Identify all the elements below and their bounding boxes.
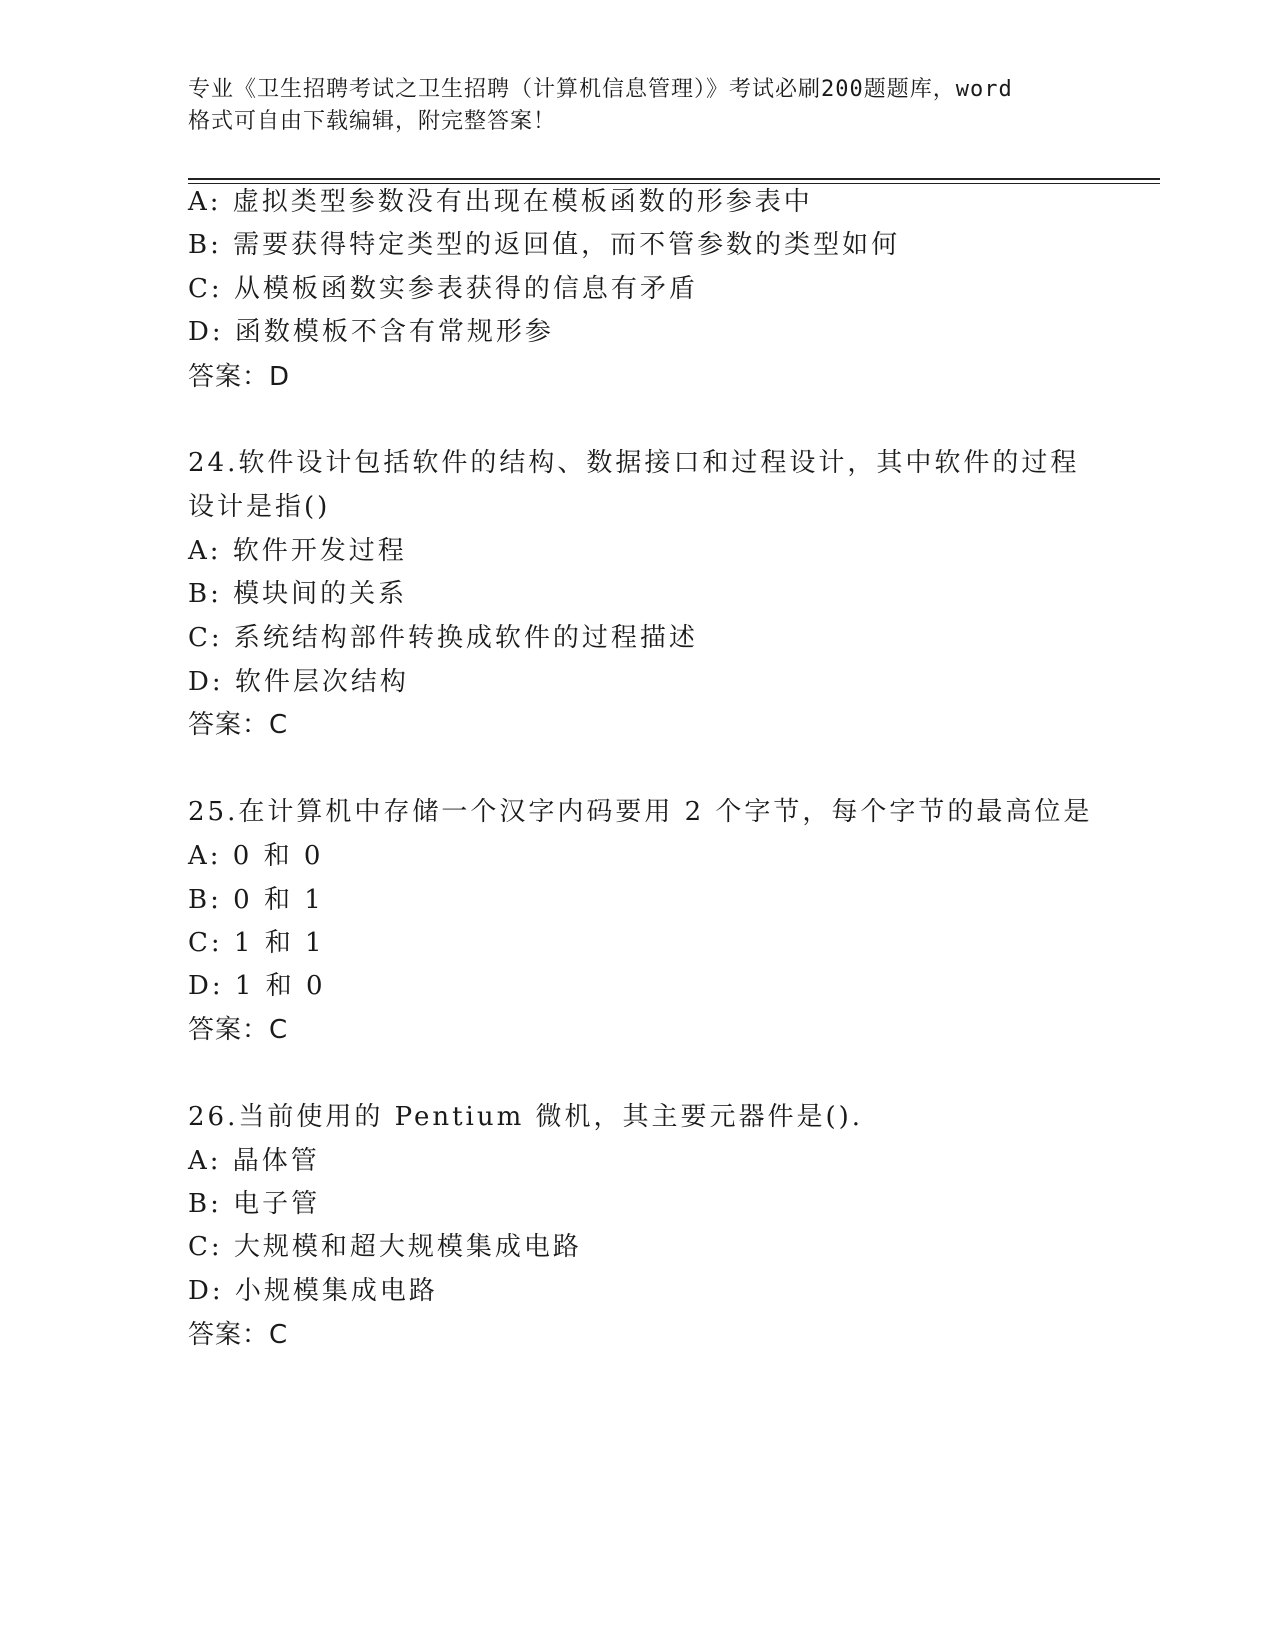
header-line-2: 格式可自由下载编辑，附完整答案！ (188, 109, 557, 134)
option-c: C: 大规模和超大规模集成电路 (188, 1232, 582, 1262)
option-d: D: 小规模集成电路 (188, 1276, 438, 1306)
question-stem-cont: 设计是指() (188, 492, 331, 522)
option-d: D: 软件层次结构 (188, 667, 409, 697)
option-b: B: 0 和 1 (188, 885, 324, 915)
option-b: B: 需要获得特定类型的返回值，而不管参数的类型如何 (188, 230, 901, 260)
question-stem: 25.在计算机中存储一个汉字内码要用 2 个字节，每个字节的最高位是 (188, 797, 1093, 827)
document-header (188, 74, 1108, 138)
option-c: C: 从模板函数实参表获得的信息有矛盾 (188, 274, 698, 304)
answer-line: 答案：C (188, 1320, 289, 1350)
option-a: A: 虚拟类型参数没有出现在模板函数的形参表中 (188, 187, 813, 217)
option-a: A: 晶体管 (188, 1146, 320, 1176)
header-line-1: 专业《卫生招聘考试之卫生招聘（计算机信息管理）》考试必刷200题题库，word (188, 77, 1013, 102)
option-b: B: 电子管 (188, 1189, 321, 1219)
header-divider (188, 178, 1160, 184)
option-d: D: 1 和 0 (188, 971, 326, 1001)
option-c: C: 1 和 1 (188, 928, 325, 958)
option-a: A: 0 和 0 (188, 841, 324, 871)
question-stem: 24.软件设计包括软件的结构、数据接口和过程设计，其中软件的过程 (188, 448, 1080, 478)
answer-line: 答案：D (188, 362, 291, 392)
answer-line: 答案：C (188, 1015, 289, 1045)
answer-line: 答案：C (188, 710, 289, 740)
option-a: A: 软件开发过程 (188, 536, 407, 566)
option-b: B: 模块间的关系 (188, 579, 408, 609)
option-c: C: 系统结构部件转换成软件的过程描述 (188, 623, 698, 653)
option-d: D: 函数模板不含有常规形参 (188, 317, 554, 347)
question-stem: 26.当前使用的 Pentium 微机，其主要元器件是(). (188, 1102, 864, 1132)
